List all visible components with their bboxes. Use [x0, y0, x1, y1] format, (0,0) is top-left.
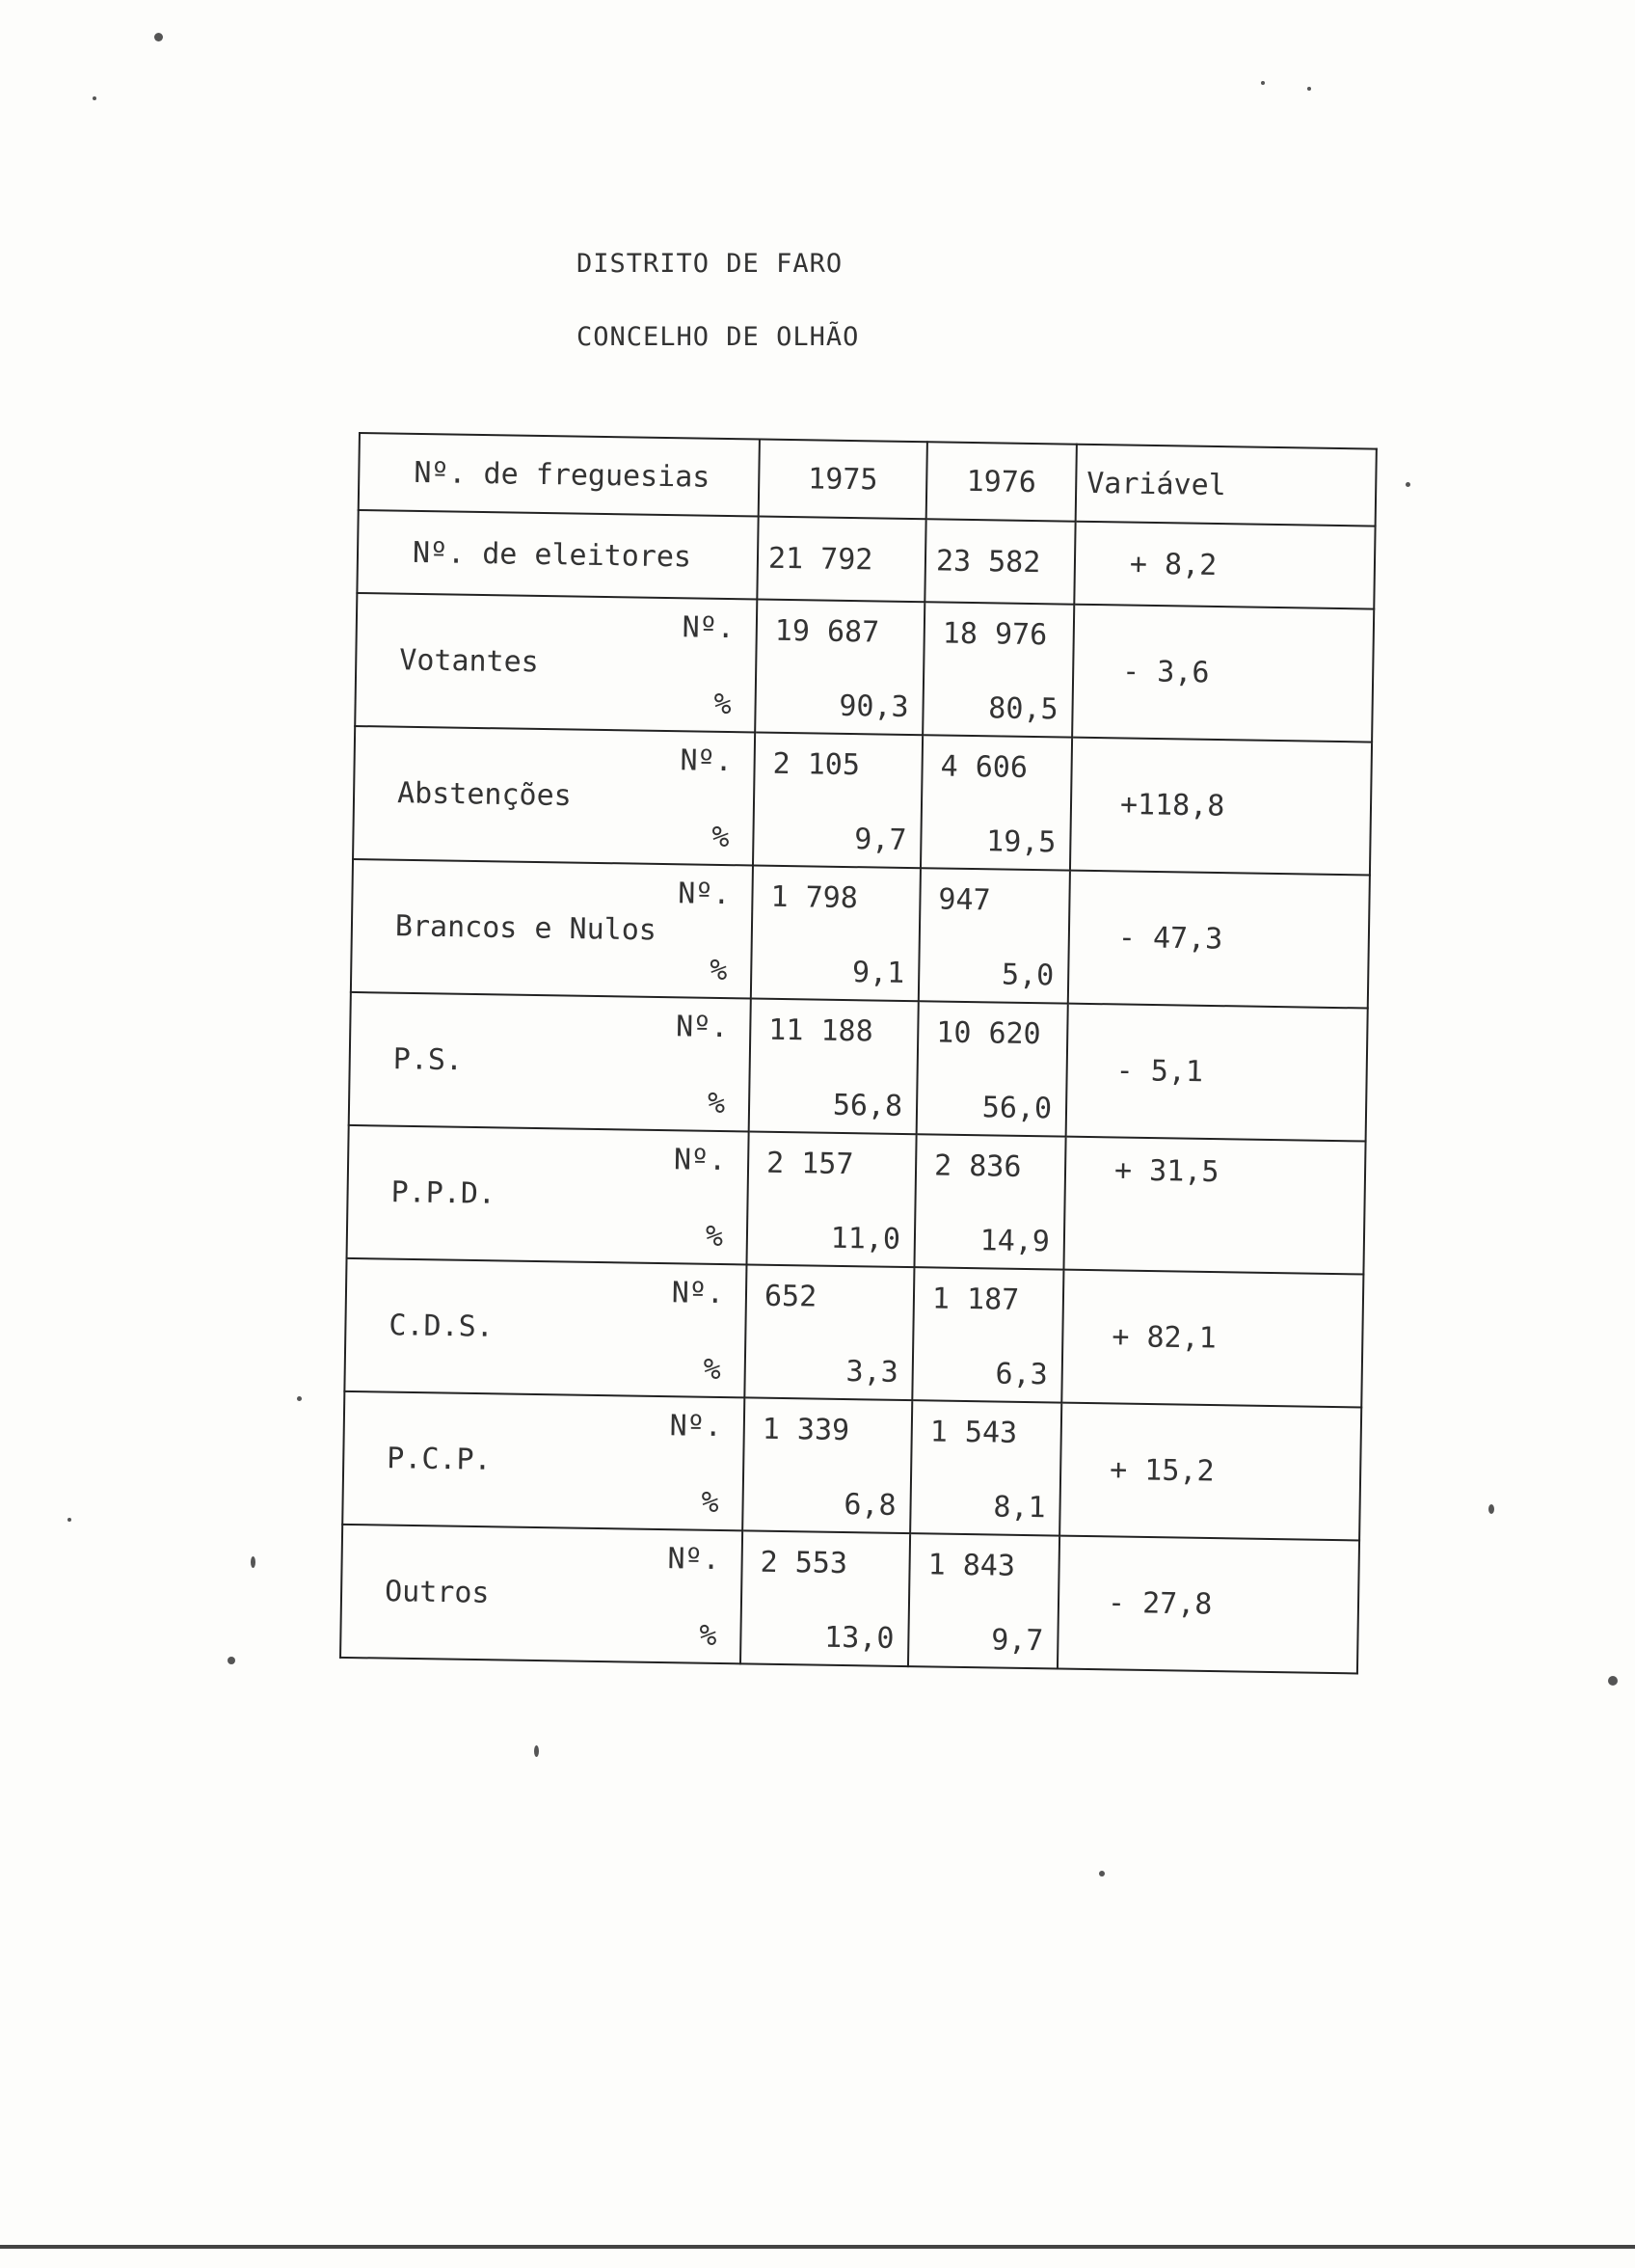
- count-label: Nº.: [673, 1143, 727, 1178]
- electors-row: [357, 510, 1375, 609]
- variation-value: + 82,1: [1112, 1319, 1217, 1356]
- district-heading: DISTRITO DE FARO: [576, 249, 844, 279]
- table-row: [353, 726, 1372, 876]
- count-1976: 1 187: [931, 1282, 1020, 1317]
- table-row: [347, 1125, 1366, 1275]
- scan-speck: [93, 96, 96, 100]
- scan-speck: [251, 1556, 255, 1568]
- scan-speck: [1099, 1871, 1105, 1876]
- variation-value: + 15,2: [1109, 1452, 1215, 1489]
- scan-speck: [228, 1657, 235, 1664]
- count-label: Nº.: [678, 877, 731, 912]
- cell-1975: [744, 1264, 914, 1400]
- row-label-cell: [347, 1125, 749, 1265]
- percent-label: %: [703, 1352, 722, 1388]
- percent-label: %: [699, 1618, 717, 1653]
- cell-var: [1068, 871, 1370, 1009]
- scan-speck: [154, 33, 163, 41]
- row-label: C.D.S.: [389, 1309, 495, 1344]
- count-1976: 947: [938, 882, 991, 918]
- percent-1975: 9,1: [851, 956, 905, 990]
- count-1976: 1 543: [929, 1415, 1018, 1450]
- count-label: Nº.: [680, 743, 733, 779]
- percent-1976: 8,1: [993, 1490, 1046, 1526]
- percent-1975: 3,3: [845, 1355, 899, 1390]
- variation-value: - 47,3: [1117, 920, 1223, 957]
- table-row: [355, 593, 1374, 742]
- percent-1976: 19,5: [985, 824, 1057, 860]
- percent-label: %: [709, 953, 728, 988]
- percent-1975: 13,0: [823, 1620, 895, 1656]
- count-1975: 652: [764, 1279, 818, 1314]
- cell-var: [1070, 738, 1372, 876]
- row-label: P.C.P.: [387, 1442, 492, 1477]
- percent-1976: 14,9: [979, 1224, 1051, 1259]
- percent-label: %: [705, 1219, 724, 1255]
- percent-1976: 5,0: [1001, 958, 1055, 993]
- row-label-cell: [353, 726, 755, 866]
- variation-value: +118,8: [1119, 787, 1225, 824]
- percent-1976: 9,7: [990, 1623, 1044, 1659]
- scan-speck: [1608, 1676, 1618, 1686]
- row-label: P.S.: [392, 1042, 464, 1078]
- percent-1976: 6,3: [995, 1357, 1049, 1392]
- table-row: [342, 1391, 1361, 1541]
- row-label-cell: [351, 859, 753, 999]
- count-1976: 18 976: [942, 616, 1048, 653]
- percent-1975: 9,7: [853, 823, 907, 857]
- percent-label: %: [707, 1086, 726, 1121]
- header-1975: 1975: [759, 440, 927, 520]
- cell-1975: [742, 1397, 912, 1533]
- cell-1975: [740, 1530, 910, 1666]
- table-row: [340, 1525, 1359, 1674]
- electors-1975: 21 792: [757, 517, 925, 603]
- percent-1975: 11,0: [830, 1221, 901, 1256]
- row-label-cell: [349, 992, 751, 1132]
- cell-var: [1072, 605, 1374, 742]
- electors-1976: 23 582: [925, 519, 1075, 604]
- cell-var: [1066, 1004, 1368, 1142]
- table-row: [351, 859, 1370, 1009]
- row-label: Abstenções: [396, 776, 572, 814]
- table-row: [344, 1258, 1363, 1408]
- count-1975: 2 157: [765, 1146, 854, 1182]
- row-label: Votantes: [399, 643, 540, 680]
- count-label: Nº.: [667, 1542, 720, 1578]
- count-1976: 10 620: [936, 1015, 1041, 1052]
- cell-var: [1063, 1137, 1365, 1275]
- results-table: [339, 432, 1376, 1674]
- cell-1976: [921, 735, 1072, 870]
- variation-value: - 5,1: [1115, 1053, 1204, 1090]
- count-label: Nº.: [675, 1010, 729, 1045]
- cell-1976: [917, 1001, 1068, 1136]
- percent-1976: 56,0: [981, 1091, 1053, 1126]
- header-variavel: Variável: [1076, 445, 1377, 526]
- cell-1976: [910, 1400, 1061, 1535]
- percent-1975: 56,8: [832, 1088, 903, 1123]
- percent-1975: 90,3: [839, 688, 909, 724]
- percent-label: %: [701, 1485, 719, 1521]
- count-1975: 19 687: [774, 613, 880, 650]
- count-1976: 2 836: [933, 1148, 1022, 1184]
- variation-value: - 27,8: [1107, 1585, 1213, 1622]
- count-label: Nº.: [682, 610, 736, 646]
- row-label: Brancos e Nulos: [394, 909, 657, 948]
- scan-speck: [67, 1518, 71, 1522]
- row-label: P.P.D.: [390, 1175, 496, 1211]
- cell-1975: [751, 865, 921, 1001]
- count-label: Nº.: [671, 1276, 725, 1311]
- scan-speck: [1406, 482, 1410, 487]
- row-label-cell: [344, 1258, 746, 1398]
- page-bottom-rule: [0, 2245, 1635, 2249]
- scan-speck: [1307, 87, 1311, 91]
- electors-label: Nº. de eleitores: [357, 510, 758, 600]
- cell-var: [1058, 1536, 1359, 1674]
- percent-1975: 6,8: [844, 1488, 897, 1523]
- row-label-cell: [342, 1391, 744, 1531]
- scan-speck: [1488, 1504, 1494, 1514]
- count-1976: 1 843: [927, 1548, 1016, 1583]
- cell-1976: [919, 868, 1070, 1003]
- count-1975: 1 339: [762, 1412, 850, 1448]
- cell-1975: [746, 1131, 916, 1267]
- council-heading: CONCELHO DE OLHÃO: [576, 322, 860, 352]
- row-label-cell: [355, 593, 757, 733]
- cell-var: [1059, 1403, 1361, 1541]
- cell-1976: [908, 1533, 1059, 1668]
- scan-speck: [1261, 81, 1265, 85]
- count-1975: 2 553: [760, 1545, 848, 1581]
- cell-1975: [753, 732, 923, 868]
- scan-speck: [297, 1396, 302, 1401]
- table-row: [349, 992, 1368, 1142]
- count-1975: 2 105: [772, 746, 861, 783]
- percent-label: %: [713, 687, 732, 722]
- count-1975: 11 188: [768, 1012, 873, 1049]
- cell-1975: [749, 998, 919, 1134]
- variation-value: + 31,5: [1113, 1153, 1220, 1190]
- electors-var: + 8,2: [1074, 522, 1375, 609]
- count-1976: 4 606: [940, 749, 1029, 785]
- variation-value: - 3,6: [1121, 654, 1210, 690]
- cell-1976: [923, 602, 1074, 737]
- row-label: Outros: [384, 1575, 490, 1610]
- scan-speck: [534, 1745, 539, 1757]
- header-parishes: Nº. de freguesias: [359, 433, 760, 517]
- cell-1976: [914, 1134, 1065, 1269]
- count-label: Nº.: [669, 1409, 723, 1444]
- count-1975: 1 798: [770, 879, 859, 916]
- percent-1976: 80,5: [988, 691, 1059, 727]
- header-1976: 1976: [926, 442, 1077, 521]
- percent-label: %: [711, 820, 730, 855]
- cell-1976: [912, 1267, 1063, 1402]
- cell-var: [1061, 1270, 1363, 1408]
- row-label-cell: [340, 1525, 742, 1664]
- cell-1975: [755, 600, 925, 736]
